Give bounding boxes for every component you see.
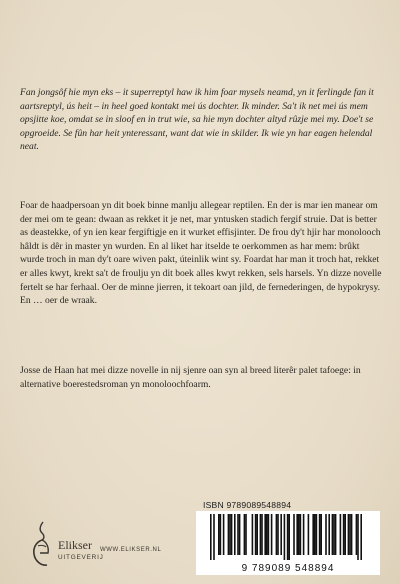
barcode-bar (218, 514, 220, 555)
barcode-bar (256, 514, 258, 555)
barcode-bar (343, 514, 345, 555)
barcode-bar (340, 514, 342, 555)
barcode-bar (237, 514, 239, 555)
barcode-bar (357, 514, 359, 560)
barcode-bar (213, 514, 215, 560)
barcode-bar (314, 514, 316, 555)
barcode-bar (280, 514, 282, 555)
barcode-bar (266, 514, 268, 555)
barcode-bar (320, 514, 322, 555)
barcode-bar (325, 514, 327, 555)
barcode-bar (303, 514, 305, 555)
barcode-bar (223, 514, 225, 555)
barcode-bar (260, 514, 262, 555)
barcode-bar (308, 514, 310, 555)
barcode-bar (220, 514, 222, 555)
barcode (196, 511, 380, 575)
barcode-bar (284, 514, 286, 560)
barcode-bar (316, 514, 318, 555)
barcode-bar (277, 514, 279, 555)
barcode-bar (210, 514, 212, 560)
barcode-bar (287, 514, 289, 560)
publisher-url: WWW.ELIKSER.NL (100, 547, 162, 553)
barcode-bar (333, 514, 335, 555)
barcode-bar (296, 514, 298, 555)
barcode-digits: 9 789089 548894 (241, 563, 335, 574)
barcode-bar (300, 514, 302, 555)
barcode-bar (288, 514, 290, 560)
publisher-emblem-icon (30, 518, 56, 570)
publisher-name: Elikser (58, 538, 92, 552)
barcode-bar (360, 514, 362, 560)
publisher-subtitle: UITGEVERIJ (58, 554, 104, 561)
barcode-bar (351, 514, 353, 555)
barcode-bar (234, 514, 236, 555)
barcode-bar (356, 514, 358, 555)
barcode-bar (293, 514, 295, 555)
barcode-bar (319, 514, 321, 555)
barcode-bar (264, 514, 266, 555)
barcode-bar (231, 514, 233, 555)
barcode-bar (298, 514, 300, 555)
barcode-bar (348, 514, 350, 555)
barcode-bar (252, 514, 254, 555)
synopsis-text: Foar de haadpersoan yn dit boek binne manlju allegear reptilen. En der is mar ien manear om der mei om te gean: dwaan as rekket it je net, mar yntusken stadich fergif struie. Dat is better as deastekke, of yn ien kear fergiftigje en it wurket effisjinter. De frou dy't hjir har monolooch hâldt is dêr in master yn wurden. En al liket har itselde te oerkommen as har mem: brûkt wurde troch in man dy't oare wiven pakt, úteinlik wint sy. Foardat har man it troch hat, rekket er alles kwyt, krekt sa't de froulju yn dit boek alles kwyt rekken, sels harsels. Yn dizze novelle fertelt se har ferhaal. Oer de minne jierren, it tekoart oan jild, de fernederingen, de hypokrysy. En … oer de wraak. (20, 200, 382, 307)
barcode-bar (255, 514, 257, 555)
barcode-bar (344, 514, 346, 555)
barcode-bar (328, 514, 330, 555)
barcode-bar (228, 514, 230, 555)
barcode-bar (239, 514, 241, 555)
barcode-bar (268, 514, 270, 555)
barcode-bar (332, 514, 334, 555)
barcode-bar (271, 514, 273, 555)
barcode-bar (276, 514, 278, 555)
barcode-bar (229, 514, 231, 555)
intro-quote: Fan jongsôf hie myn eks – it superreptyl haw ik him foar mysels neamd, yn it ferlingde fan it aartsreptyl, ús heit – in heel goed kontakt mei ús dochter. Ik minder. Sa't ik net mei ús mem opsjitte koe, omdat se in sloof en in trut wie, sa hie myn dochter altyd rûzje mei my. Doe't se opgroeide. Se fûn har heit ynteressant, want dat wie in skilder. Ik wie yn har eagen helendal neat. (20, 87, 374, 153)
barcode-bars (196, 511, 380, 561)
barcode-bar (312, 514, 314, 555)
isbn-label: ISBN 9789089548894 (203, 500, 292, 510)
author-note: Josse de Haan hat mei dizze novelle in nij sjenre oan syn al breed literêr palet tafoege: in alternative boerestedsroman yn monoloochfoarm. (20, 365, 361, 390)
barcode-bar (244, 514, 246, 555)
barcode-bar (335, 514, 337, 555)
barcode-bar (245, 514, 247, 555)
publisher-logo (30, 516, 130, 576)
barcode-bar (261, 514, 263, 555)
barcode-bar (349, 514, 351, 555)
